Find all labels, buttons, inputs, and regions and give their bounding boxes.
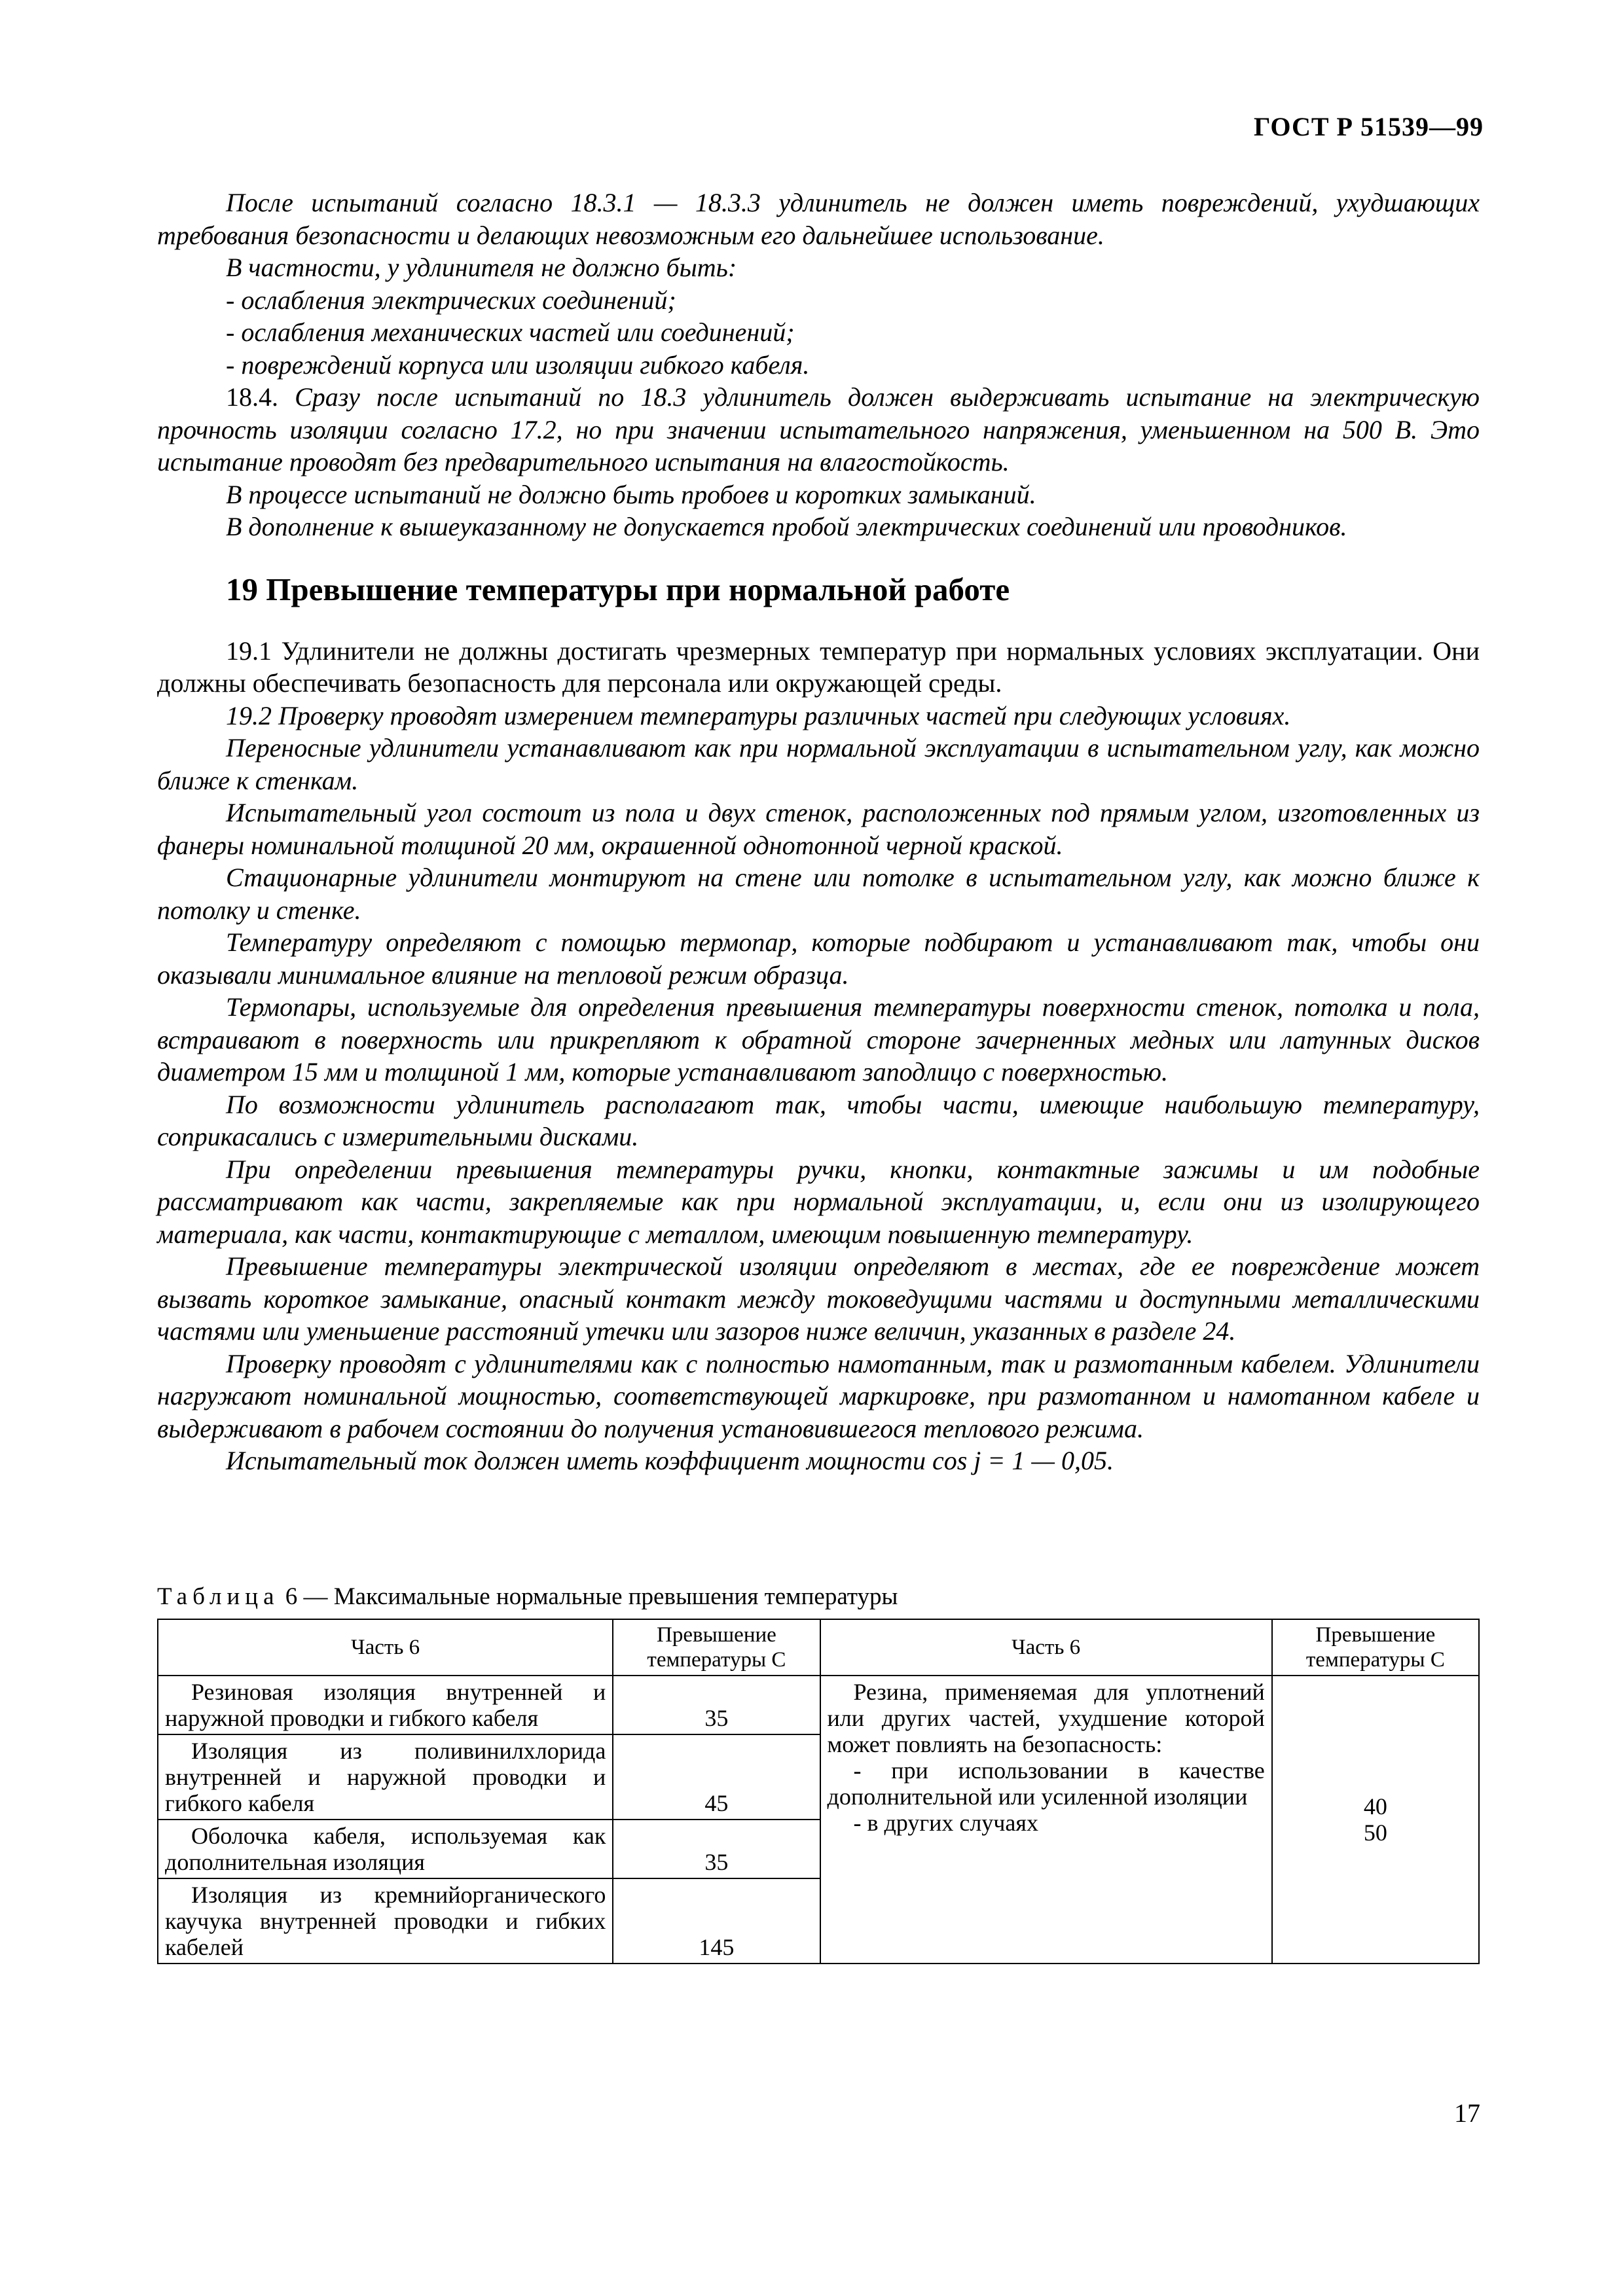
table-caption <box>157 1583 898 1611</box>
list-item: - ослабления электрических соединений; <box>226 285 676 315</box>
cell-text: Изоляция из поливинилхлорида внутренней и наружной проводки и гибкого кабеля <box>165 1738 606 1816</box>
paragraph: Испытательный угол состоит из пола и двух стенок, расположенных под прямым углом, изготовленных из фанеры номинальной толщиной 20 мм, окрашенной однотонной черной краской. <box>157 798 1480 860</box>
paragraph: Превышение температуры электрической изоляции определяют в местах, где ее повреждение может вызвать короткое замыкание, опасный контакт между токоведущими частями и доступными металлическими частями или уменьшение расстояний утечки или зазоров ниже величин, указанных в разделе 24. <box>157 1251 1480 1346</box>
paragraph: Переносные удлинители устанавливают как при нормальной эксплуатации в испытательном углу, как можно ближе к стенкам. <box>157 733 1480 795</box>
column-header: Часть 6 <box>820 1619 1272 1676</box>
table-cell-value: 35 <box>613 1820 820 1878</box>
table-cell-part <box>158 1878 613 1964</box>
column-header: Превышение температуры С <box>1272 1619 1479 1676</box>
table-cell-part <box>158 1820 613 1878</box>
clause-number: 18.4. <box>226 382 278 412</box>
page-number: 17 <box>1454 2098 1480 2128</box>
cell-text: - в других случаях <box>853 1810 1038 1836</box>
paragraph-19-1: 19.1 Удлинители не должны достигать чрезмерных температур при нормальных условиях эксплуатации. Они должны обеспечивать безопасность для персонала или окружающей среды. <box>157 636 1480 698</box>
paragraph: В процессе испытаний не должно быть пробоев и коротких замыканий. <box>226 479 1036 509</box>
table-cell-part <box>158 1676 613 1734</box>
body-text <box>157 187 1480 1477</box>
cell-text: Резина, применяемая для уплотнений или других частей, ухудшение которой может повлиять на безопасность: <box>827 1679 1265 1757</box>
cell-text: Изоляция из кремнийорганического каучука внутренней проводки и гибких кабелей <box>165 1882 606 1960</box>
cell-text: Оболочка кабеля, используемая как дополнительная изоляция <box>165 1823 606 1875</box>
paragraph: Температуру определяют с помощью термопар, которые подбирают и устанавливают так, чтобы они оказывали минимальное влияние на тепловой режим образца. <box>157 927 1480 990</box>
paragraph: Испытательный ток должен иметь коэффициент мощности cos j = 1 — 0,05. <box>226 1446 1114 1475</box>
table-caption-text: 6 — Максимальные нормальные превышения температуры <box>285 1583 898 1610</box>
paragraph: Стационарные удлинители монтируют на стене или потолке в испытательном углу, как можно ближе к потолку и стенке. <box>157 863 1480 925</box>
list-item: - повреждений корпуса или изоляции гибкого кабеля. <box>226 350 810 380</box>
table-cell-value: 45 <box>613 1734 820 1820</box>
table-row <box>158 1676 1479 1734</box>
paragraph: В частности, у удлинителя не должно быть: <box>226 253 737 282</box>
column-header: Часть 6 <box>158 1619 613 1676</box>
paragraph: При определении превышения температуры ручки, кнопки, контактные зажимы и им подобные рассматривают как части, закрепляемые как при нормальной эксплуатации, и, если они из изолирующего материала, как части, контактирующие с металлом, имеющим повышенную температуру. <box>157 1154 1480 1249</box>
paragraph: В дополнение к вышеуказанному не допускается пробой электрических соединений или проводников. <box>226 512 1347 541</box>
cell-value: 40 <box>1363 1793 1387 1820</box>
table-cell-value: 35 <box>613 1676 820 1734</box>
cell-text: Резиновая изоляция внутренней и наружной проводки и гибкого кабеля <box>165 1679 606 1731</box>
paragraph: По возможности удлинитель располагают так, чтобы части, имеющие наибольшую температуру, соприкасались с измерительными дисками. <box>157 1089 1480 1151</box>
paragraph-18-4 <box>157 381 1480 478</box>
cell-value: 50 <box>1363 1820 1387 1846</box>
table-cell-value <box>1272 1676 1479 1964</box>
section-heading: 19 Превышение температуры при нормальной работе <box>226 571 1010 607</box>
paragraph: 19.2 Проверку проводят измерением температуры различных частей при следующих условиях. <box>226 700 1291 730</box>
table-cell-part <box>820 1676 1272 1964</box>
document-code: ГОСТ Р 51539—99 <box>1253 112 1484 141</box>
list-item: - ослабления механических частей или соединений; <box>226 317 795 347</box>
clause-text: Сразу после испытаний по 18.3 удлинитель должен выдерживать испытание на электрическую прочность изоляции согласно 17.2, но при значении испытательного напряжения, уменьшенном на 500 В. Это испытание проводят без предварительного испытания на влагостойкость. <box>157 382 1480 476</box>
column-header: Превышение температуры С <box>613 1619 820 1676</box>
table-header-row <box>158 1619 1479 1676</box>
paragraph: После испытаний согласно 18.3.1 — 18.3.3 удлинитель не должен иметь повреждений, ухудшающих требования безопасности и делающих невозможным его дальнейшее использование. <box>157 188 1480 250</box>
paragraph: Проверку проводят с удлинителями как с полностью намотанным, так и размотанным кабелем. Удлинители нагружают номинальной мощностью, соответствующей маркировке, при размотанном и намотанном кабеле и выдерживают в рабочем состоянии до получения установившегося теплового режима. <box>157 1348 1480 1443</box>
paragraph: Термопары, используемые для определения превышения температуры поверхности стенок, потолка и пола, встраивают в поверхность или прикрепляют к обратной стороне зачерненных медных или латунных дисков диаметром 15 мм и толщиной 1 мм, которые устанавливают заподлицо с поверхностью. <box>157 992 1480 1086</box>
cell-text: - при использовании в качестве дополнительной или усиленной изоляции <box>827 1757 1265 1810</box>
table-cell-value: 145 <box>613 1878 820 1964</box>
table-cell-part <box>158 1734 613 1820</box>
temperature-table <box>157 1619 1480 1964</box>
table-caption-word: Таблица <box>157 1583 280 1610</box>
